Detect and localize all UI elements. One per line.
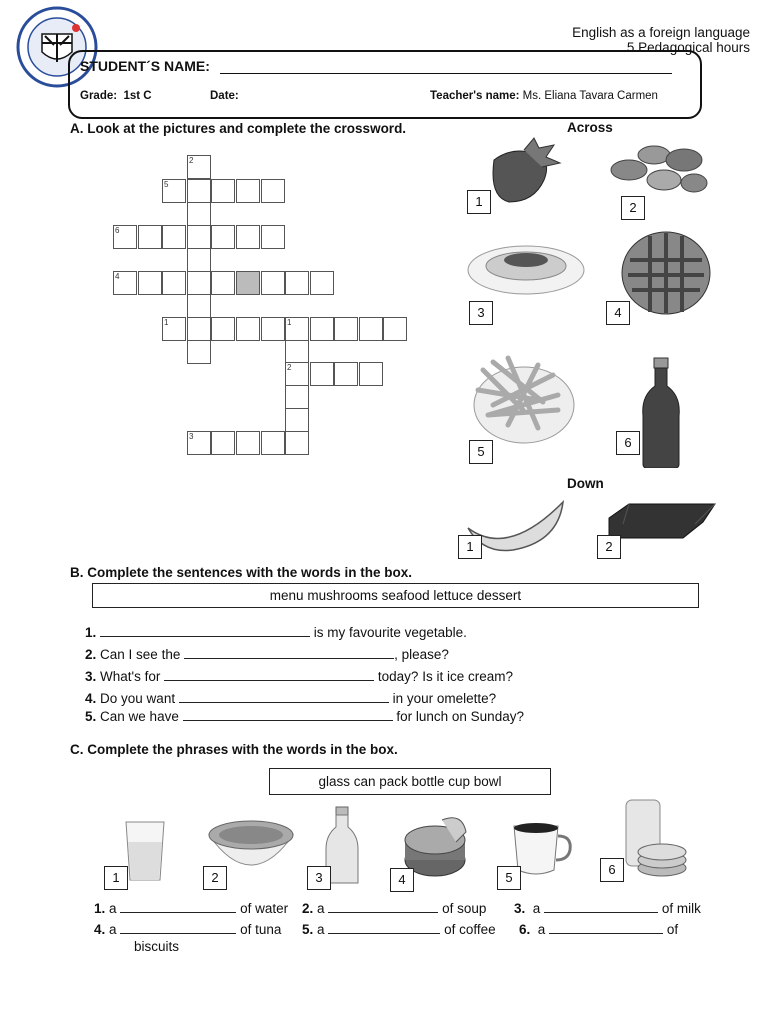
clue-number: 5: [164, 180, 169, 189]
answer-blank[interactable]: [544, 900, 658, 913]
crossword-cell[interactable]: [211, 317, 235, 341]
sentence-after: is my favourite vegetable.: [313, 625, 467, 640]
section-c-title: C. Complete the phrases with the words in the box.: [70, 742, 398, 757]
crossword-cell[interactable]: [211, 225, 235, 249]
crossword-cell[interactable]: [285, 271, 309, 295]
picture-number: 2: [203, 866, 227, 890]
answer-blank[interactable]: [100, 624, 310, 637]
crossword-cell[interactable]: [211, 431, 235, 455]
crossword-cell[interactable]: [187, 340, 211, 364]
crossword-cell[interactable]: [236, 271, 260, 295]
clue-number: 3: [189, 432, 194, 441]
sentence-number: 5.: [85, 709, 97, 724]
phrase-6-continuation: biscuits: [134, 939, 180, 954]
phrase-5: [302, 921, 496, 937]
phrase-after: of water: [240, 901, 289, 916]
crossword-cell[interactable]: [138, 225, 162, 249]
phrase-number: 4.: [94, 922, 106, 937]
crossword-cell[interactable]: [211, 179, 235, 203]
crossword-cell[interactable]: [236, 317, 260, 341]
answer-blank[interactable]: [120, 921, 236, 934]
crossword-cell[interactable]: [187, 179, 211, 203]
crossword-cell[interactable]: [285, 385, 309, 409]
phrase-article: a: [109, 922, 117, 937]
answer-blank[interactable]: [184, 646, 394, 659]
student-name-label: STUDENT´S NAME:: [80, 58, 210, 74]
crossword-cell[interactable]: [236, 179, 260, 203]
crossword-cell[interactable]: [138, 271, 162, 295]
phrase-article: a: [532, 901, 541, 916]
sentence-after: today? Is it ice cream?: [377, 669, 513, 684]
crossword-cell[interactable]: [310, 317, 334, 341]
nuts-picture: [604, 135, 712, 202]
picture-number: 1: [467, 190, 491, 214]
crossword-cell[interactable]: [359, 317, 383, 341]
phrase-1: [94, 900, 288, 916]
crossword-cell[interactable]: [162, 271, 186, 295]
grade-label-text: Grade:: [80, 90, 118, 102]
picture-number: 2: [597, 535, 621, 559]
crossword-cell[interactable]: [261, 317, 285, 341]
crossword-cell[interactable]: [359, 362, 383, 386]
chocolate-bar-picture: [605, 500, 719, 545]
sentence-number: 1.: [85, 625, 97, 640]
crossword-cell[interactable]: [187, 248, 211, 272]
crossword-cell[interactable]: [187, 317, 211, 341]
answer-blank[interactable]: [164, 668, 374, 681]
sentence-after: , please?: [394, 647, 449, 662]
section-b-title: B. Complete the sentences with the words in the box.: [70, 565, 413, 580]
picture-number: 5: [497, 866, 521, 890]
picture-number: 6: [616, 431, 640, 455]
picture-number: 4: [390, 868, 414, 892]
picture-number: 3: [469, 301, 493, 325]
phrase-number: 3.: [514, 901, 526, 916]
crossword-cell[interactable]: [187, 271, 211, 295]
crossword-cell[interactable]: [187, 202, 211, 226]
clue-number: 1: [287, 318, 292, 327]
crossword-cell[interactable]: [261, 271, 285, 295]
picture-number: 4: [606, 301, 630, 325]
crossword-cell[interactable]: [261, 179, 285, 203]
phrase-6: [519, 921, 678, 937]
section-a-title: A. Look at the pictures and complete the crossword.: [70, 121, 407, 136]
answer-blank[interactable]: [183, 708, 393, 721]
word-box-c: glass can pack bottle cup bowl: [269, 768, 551, 795]
crossword-cell[interactable]: [261, 431, 285, 455]
pie-picture: [620, 230, 712, 321]
hours-text: 5 Pedagogical hours: [626, 40, 750, 55]
phrase-article: a: [317, 901, 325, 916]
crossword-cell[interactable]: [334, 317, 358, 341]
crossword-cell[interactable]: [211, 271, 235, 295]
sentence-number: 4.: [85, 691, 97, 706]
crossword-cell[interactable]: [310, 271, 334, 295]
phrase-article: a: [109, 901, 117, 916]
phrase-article: a: [317, 922, 325, 937]
grade-value: 1st C: [123, 90, 152, 102]
crossword-cell[interactable]: [310, 362, 334, 386]
sentence-number: 3.: [85, 669, 97, 684]
answer-blank[interactable]: [179, 690, 389, 703]
down-label: Down: [567, 476, 604, 491]
phrase-3: [514, 900, 701, 916]
phrase-number: 5.: [302, 922, 314, 937]
crossword-cell[interactable]: [162, 225, 186, 249]
phrase-article: a: [537, 922, 546, 937]
phrase-after: of: [666, 922, 679, 937]
teacher-value: Ms. Eliana Tavara Carmen: [522, 90, 658, 102]
pack-of-biscuits-picture: [622, 798, 690, 891]
picture-number: 3: [307, 866, 331, 890]
sentence-before: Can I see the: [100, 647, 181, 662]
crossword-cell[interactable]: [187, 225, 211, 249]
french-fries-picture: [468, 350, 576, 451]
phrase-after: of milk: [661, 901, 701, 916]
across-label: Across: [567, 120, 613, 135]
phrase-2: [302, 900, 486, 916]
picture-number: 1: [458, 535, 482, 559]
crossword-cell[interactable]: [236, 225, 260, 249]
phrase-after: of soup: [442, 901, 487, 916]
phrase-after: of coffee: [444, 922, 496, 937]
phrase-after: of tuna: [240, 922, 282, 937]
glass-of-water-picture: [122, 820, 168, 889]
crossword-cell[interactable]: [334, 362, 358, 386]
phrase-number: 6.: [519, 922, 531, 937]
strawberry-picture: [484, 135, 564, 210]
sentence-1: [85, 624, 467, 640]
sentence-4: [85, 690, 496, 706]
clue-number: 2: [287, 363, 292, 372]
picture-number: 1: [104, 866, 128, 890]
crossword-cell[interactable]: [285, 340, 309, 364]
clue-number: 4: [115, 272, 120, 281]
sentence-5: [85, 708, 524, 724]
answer-blank[interactable]: [120, 900, 236, 913]
sentence-before: Can we have: [100, 709, 179, 724]
word-box-b: menu mushrooms seafood lettuce dessert: [92, 583, 699, 608]
clue-number: 2: [189, 156, 194, 165]
crossword-cell[interactable]: [236, 431, 260, 455]
sentence-before: What's for: [100, 669, 161, 684]
crossword-cell[interactable]: [187, 294, 211, 318]
sentence-after: for lunch on Sunday?: [396, 709, 524, 724]
answer-blank[interactable]: [328, 921, 440, 934]
phrase-4: [94, 921, 281, 937]
crossword-cell[interactable]: [285, 408, 309, 432]
picture-number: 2: [621, 196, 645, 220]
sentence-number: 2.: [85, 647, 97, 662]
clue-number: 1: [164, 318, 169, 327]
teacher-label: Teacher's name:: [430, 90, 520, 102]
subject-text: English as a foreign language: [572, 25, 750, 40]
picture-number: 5: [469, 440, 493, 464]
ketchup-bottle-picture: [641, 356, 681, 473]
date-label: Date:: [210, 90, 239, 102]
sentence-3: [85, 668, 513, 684]
spaghetti-picture: [466, 238, 586, 301]
answer-blank[interactable]: [549, 921, 663, 934]
sentence-2: [85, 646, 449, 662]
phrase-number: 2.: [302, 901, 314, 916]
answer-blank[interactable]: [328, 900, 438, 913]
crossword-cell[interactable]: [261, 225, 285, 249]
clue-number: 6: [115, 226, 120, 235]
picture-number: 6: [600, 858, 624, 882]
sentence-after: in your omelette?: [392, 691, 497, 706]
crossword-cell[interactable]: [383, 317, 407, 341]
crossword-cell[interactable]: [285, 431, 309, 455]
sentence-before: Do you want: [100, 691, 176, 706]
phrase-number: 1.: [94, 901, 106, 916]
